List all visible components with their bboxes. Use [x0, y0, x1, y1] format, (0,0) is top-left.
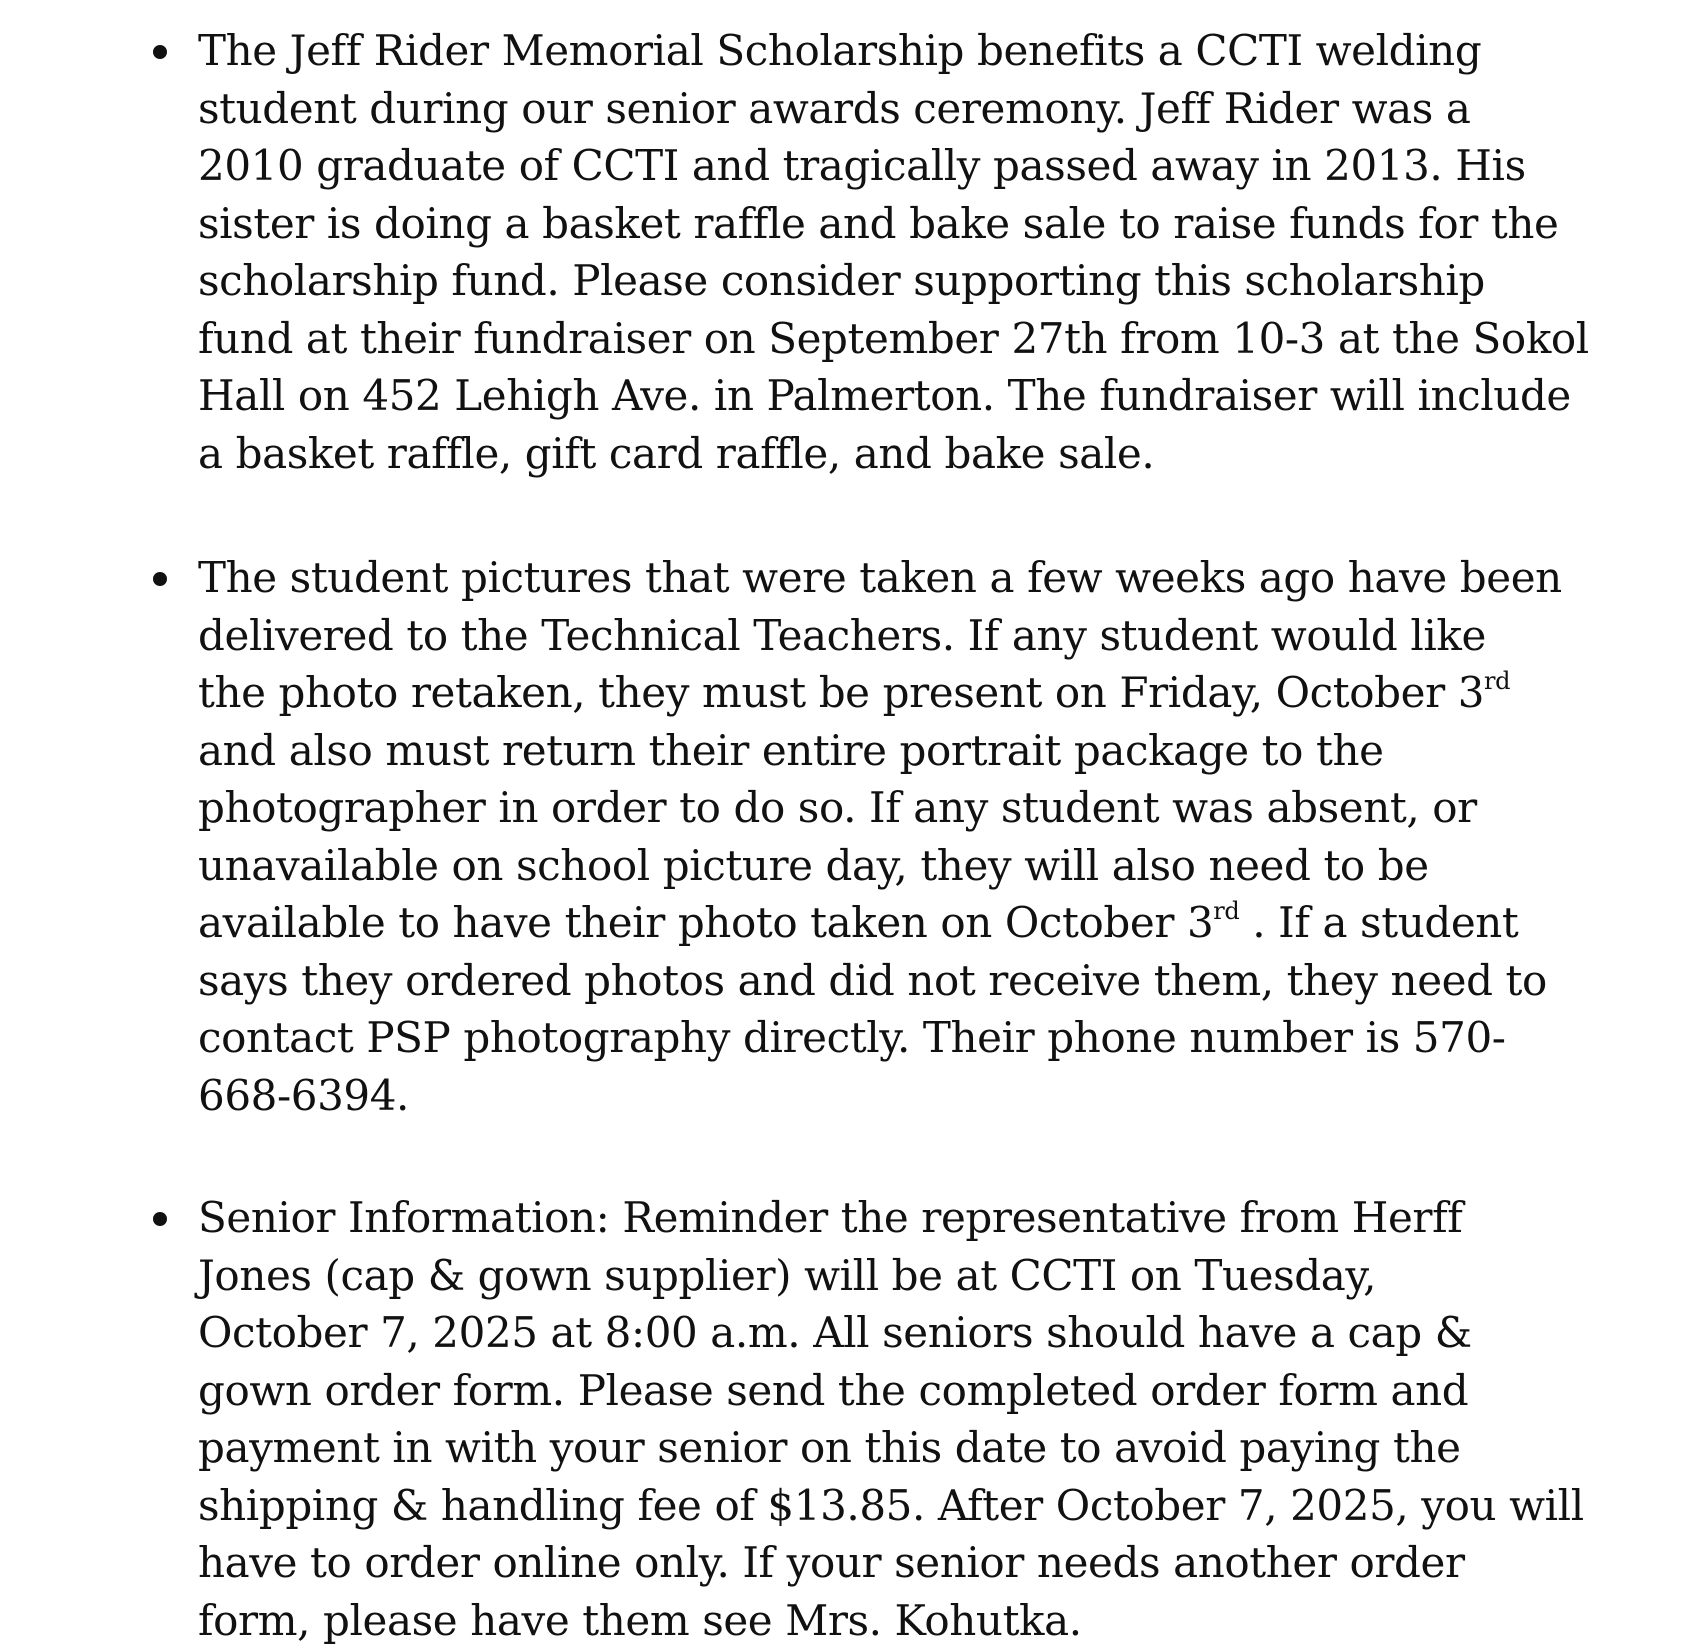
text-segment: . If a student	[1239, 898, 1518, 947]
ordinal-suffix: rd	[1213, 897, 1239, 925]
bullet-paragraph	[198, 549, 1618, 1124]
text-line: delivered to the Technical Teachers. If any student would like	[198, 607, 1618, 665]
text-line: October 7, 2025 at 8:00 a.m. All seniors should have a cap &	[198, 1304, 1618, 1362]
bullet-dot-icon	[153, 1212, 167, 1226]
text-line: Hall on 452 Lehigh Ave. in Palmerton. The fundraiser will include	[198, 367, 1618, 425]
text-line: gown order form. Please send the completed order form and	[198, 1362, 1618, 1420]
text-line: unavailable on school picture day, they will also need to be	[198, 837, 1618, 895]
text-line: photographer in order to do so. If any student was absent, or	[198, 779, 1618, 837]
text-line: form, please have them see Mrs. Kohutka.	[198, 1592, 1618, 1649]
bullet-paragraph	[198, 1189, 1618, 1649]
bullet-dot-icon	[153, 572, 167, 586]
text-line: Jones (cap & gown supplier) will be at CCTI on Tuesday,	[198, 1247, 1618, 1305]
text-line: a basket raffle, gift card raffle, and bake sale.	[198, 425, 1618, 483]
text-line: 668-6394.	[198, 1067, 1618, 1125]
bullet-paragraph	[198, 22, 1618, 482]
text-line: payment in with your senior on this date to avoid paying the	[198, 1419, 1618, 1477]
text-line: The Jeff Rider Memorial Scholarship benefits a CCTI welding	[198, 22, 1618, 80]
text-segment: the photo retaken, they must be present on Friday, October 3	[198, 668, 1484, 717]
text-line: Senior Information: Reminder the representative from Herff	[198, 1189, 1618, 1247]
text-line	[198, 664, 1618, 722]
text-line: contact PSP photography directly. Their phone number is 570-	[198, 1009, 1618, 1067]
text-segment: available to have their photo taken on October 3	[198, 898, 1213, 947]
ordinal-suffix: rd	[1484, 667, 1510, 695]
bullet-dot-icon	[153, 45, 167, 59]
text-line: have to order online only. If your senior needs another order	[198, 1534, 1618, 1592]
text-line: shipping & handling fee of $13.85. After October 7, 2025, you will	[198, 1477, 1618, 1535]
text-line	[198, 894, 1618, 952]
text-line: student during our senior awards ceremony. Jeff Rider was a	[198, 80, 1618, 138]
text-line: says they ordered photos and did not receive them, they need to	[198, 952, 1618, 1010]
text-line: The student pictures that were taken a few weeks ago have been	[198, 549, 1618, 607]
text-line: sister is doing a basket raffle and bake sale to raise funds for the	[198, 195, 1618, 253]
text-line: 2010 graduate of CCTI and tragically passed away in 2013. His	[198, 137, 1618, 195]
text-line: fund at their fundraiser on September 27th from 10-3 at the Sokol	[198, 310, 1618, 368]
text-line: scholarship fund. Please consider supporting this scholarship	[198, 252, 1618, 310]
text-line: and also must return their entire portrait package to the	[198, 722, 1618, 780]
